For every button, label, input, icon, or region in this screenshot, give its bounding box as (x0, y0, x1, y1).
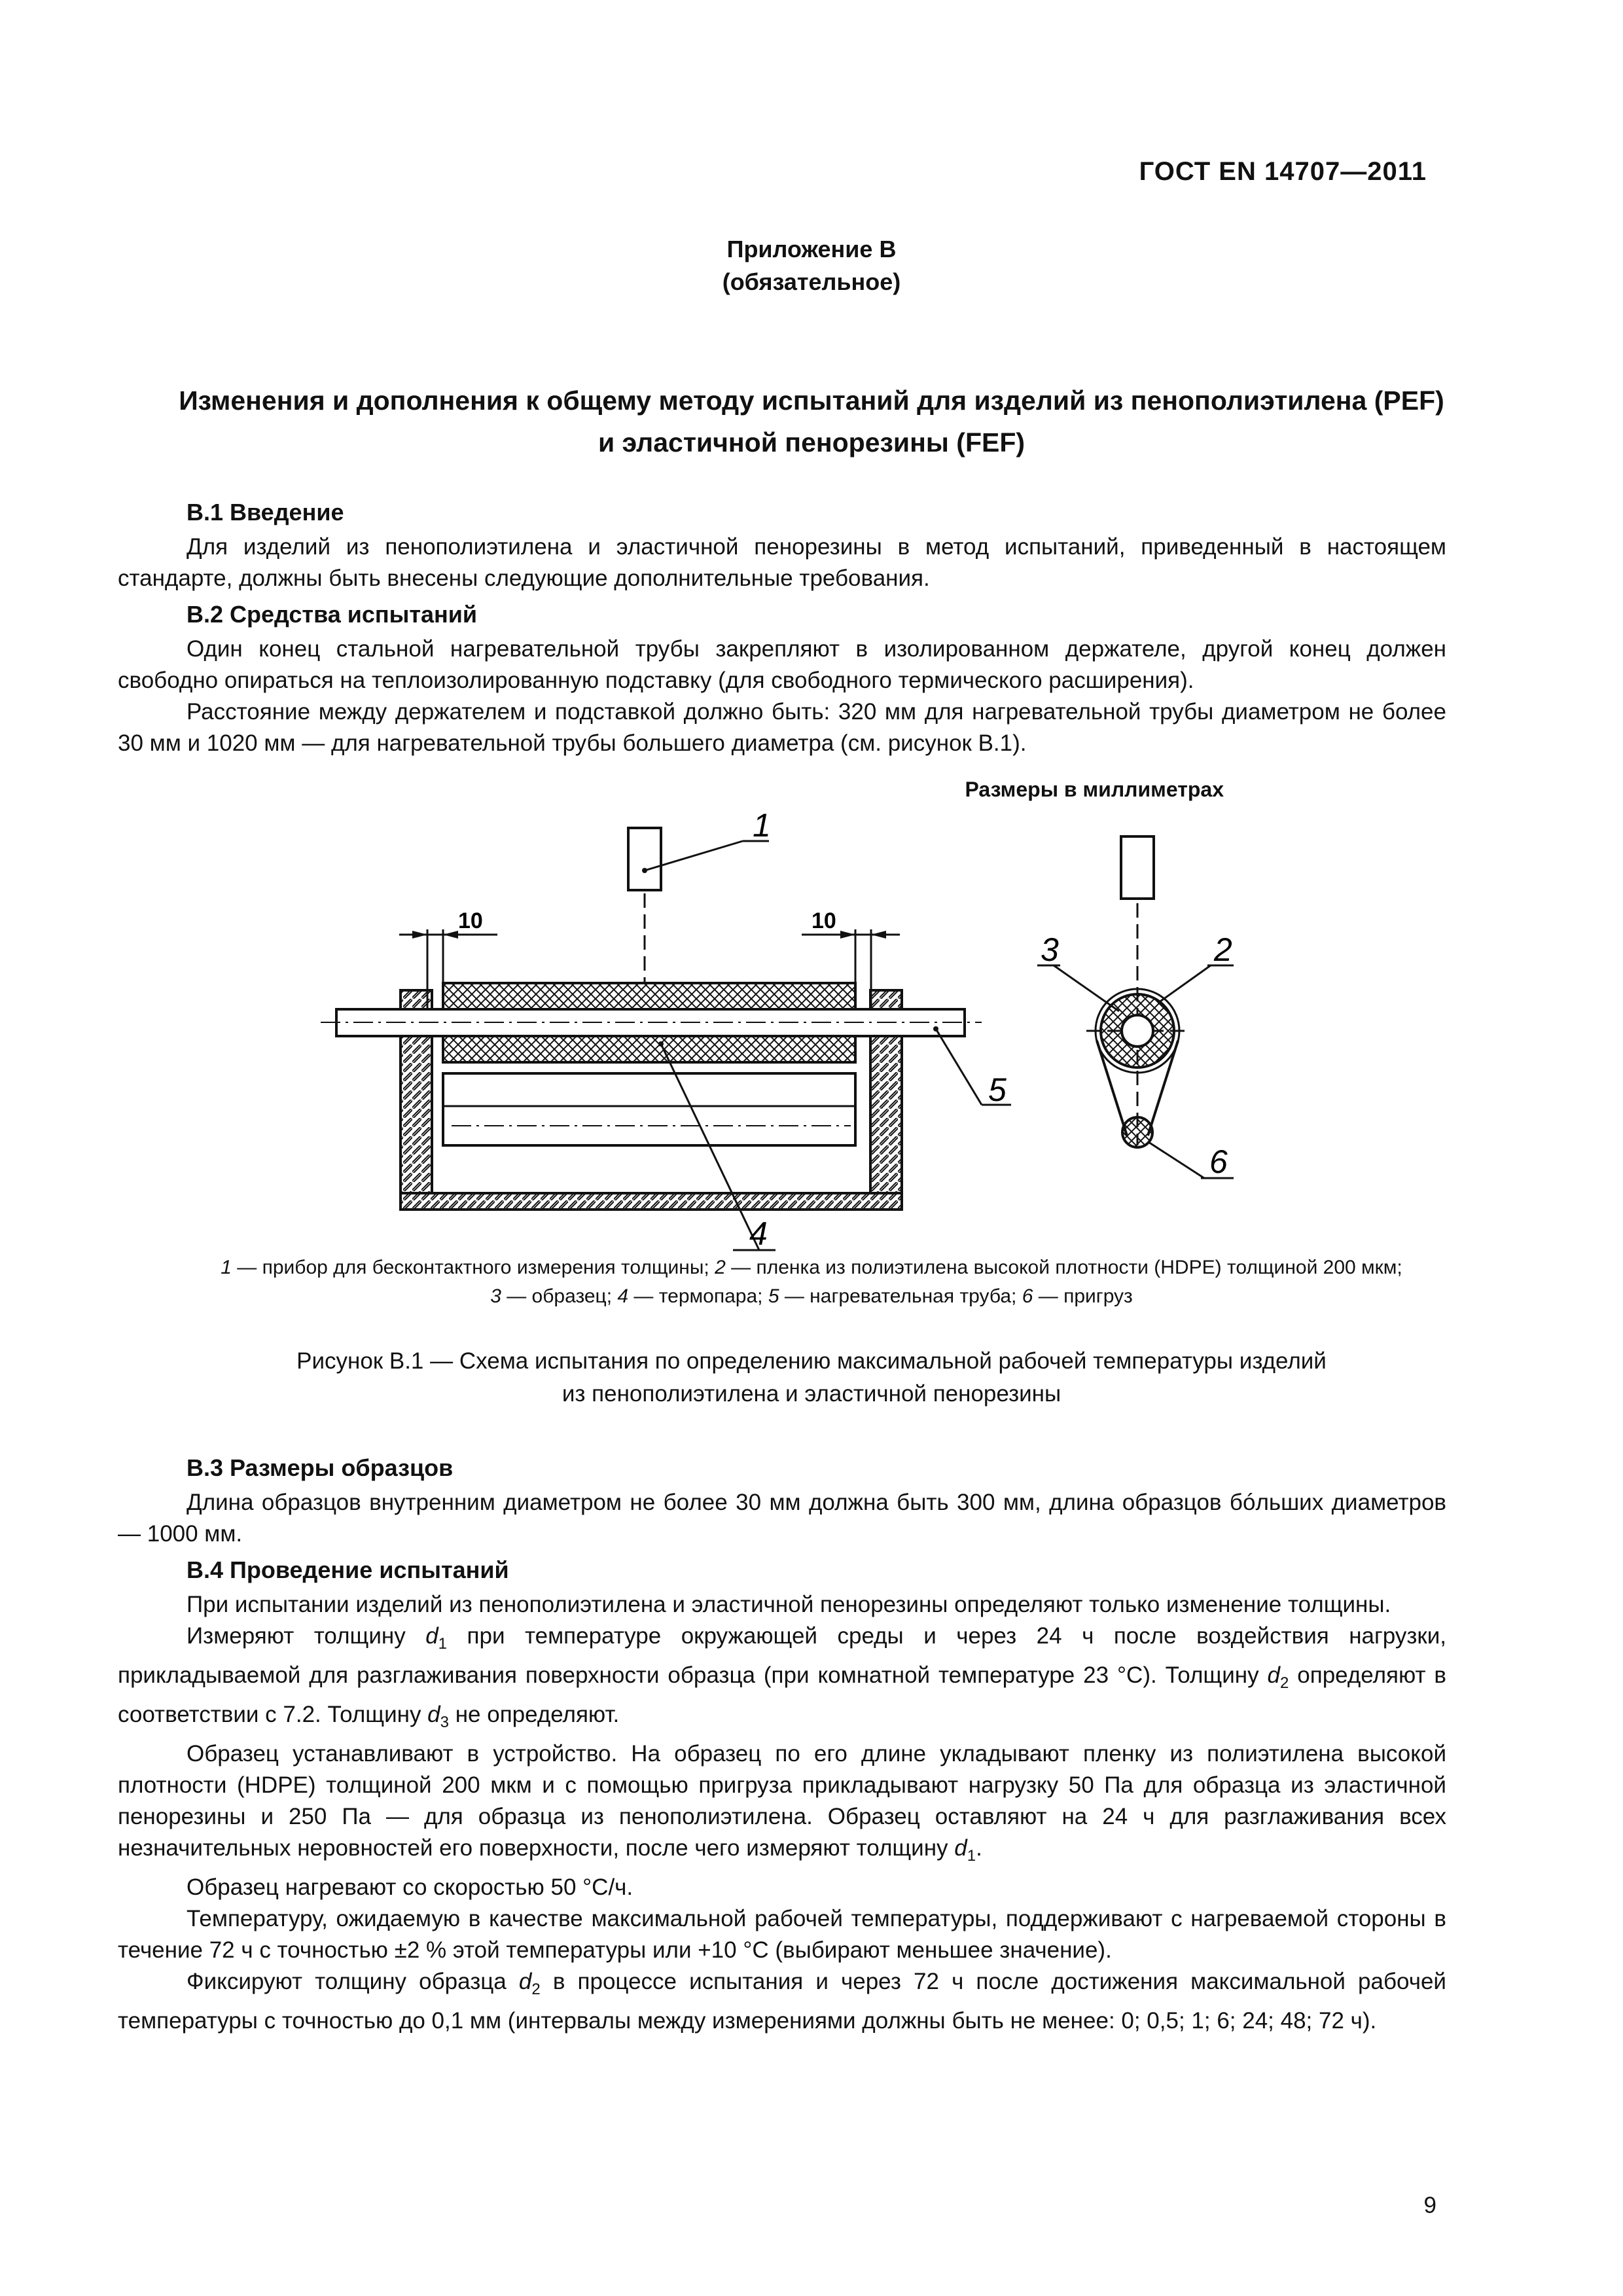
b4-p3-part-b: . (976, 1835, 982, 1861)
legend-num-5: 5 (768, 1285, 779, 1307)
label-1: 1 (753, 807, 771, 844)
subscript-2: 2 (531, 1981, 541, 1998)
legend-num-2: 2 (715, 1257, 726, 1278)
b4-paragraph-3 (118, 1738, 1446, 1872)
load-weight (1122, 1117, 1152, 1147)
section-b2-heading: В.2 Средства испытаний (187, 601, 478, 628)
b2-paragraph-1: Один конец стальной нагревательной трубы закрепляют в изолированном держателе, другой конец должен свободно опираться на теплоизолированную подставку (для свободного термического расширения). (118, 636, 1446, 693)
b2-paragraph-2: Расстояние между держателем и подставкой должно быть: 320 мм для нагревательной трубы диаметром не более 30 мм и 1020 мм — для нагревательной трубы большего диаметра (см. рисунок В.1). (118, 699, 1446, 756)
label-6: 6 (1209, 1143, 1228, 1180)
b4-p6-part-b: в процессе испытания и через 72 ч после достижения максимальной рабочей температуры с точностью до 0,1 мм (интервалы между измерениями должны быть не менее: 0; 0,5; 1; 6; 24; 48; 72 ч). (118, 1969, 1446, 2034)
title-line-1: Изменения и дополнения к общему методу испытаний для изделий из пенополиэтилена (PEF) (179, 386, 1444, 416)
title-line-2: и эластичной пенорезины (FEF) (597, 427, 1026, 457)
b4-paragraph-4: Образец нагревают со скоростью 50 °C/ч. (187, 1874, 633, 1900)
page-number: 9 (1423, 2193, 1436, 2218)
subscript-3: 3 (440, 1713, 449, 1731)
sample-bottom (443, 1036, 855, 1062)
b4-paragraph-2 (118, 1621, 1446, 1738)
section-b4-body (118, 1589, 1446, 2037)
dim-left: 10 (458, 908, 483, 933)
b4-p6-part-a: Фиксируют толщину образца (187, 1969, 519, 1994)
figure-legend (118, 1253, 1505, 1311)
subscript-2: 2 (1279, 1674, 1289, 1692)
symbol-d: d (518, 1969, 532, 1994)
b4-paragraph-5: Температуру, ожидаемую в качестве максимальной рабочей температуры, поддерживают с нагреваемой стороны в течение 72 ч с точностью ±2 % этой температуры или +10 °C (выбирают меньшее значение). (118, 1906, 1446, 1963)
legend-text-2: — пленка из полиэтилена высокой плотности (HDPE) толщиной 200 мкм; (725, 1257, 1402, 1278)
legend-text-5: — нагревательная труба; (779, 1285, 1022, 1307)
symbol-d: d (954, 1835, 967, 1861)
units-note: Размеры в миллиметрах (965, 778, 1224, 801)
label-5: 5 (988, 1071, 1007, 1108)
legend-line-1 (118, 1253, 1505, 1282)
legend-text-3: — образец; (501, 1285, 618, 1307)
symbol-d: d (427, 1702, 440, 1727)
legend-text-4: — термопара; (628, 1285, 768, 1307)
symbol-d: d (1267, 1662, 1280, 1688)
legend-num-1: 1 (221, 1257, 232, 1278)
figure-caption (118, 1345, 1505, 1410)
b4-p3-part-a: Образец устанавливают в устройство. На образец по его длине укладывают пленку из полиэтилена высокой плотности (HDPE) толщиной 200 мкм и с помощью пригруза прикладывают нагрузку 50 Па для образца из эластичной пенорезины и 250 Па — для образца из пенополиэтилена. Образец оставляют на 24 ч для разглаживания всех незначительных неровностей его поверхности, после чего измеряют толщину (118, 1741, 1446, 1861)
sample-top (443, 983, 855, 1009)
dim-right: 10 (812, 908, 836, 933)
b4-paragraph-1: При испытании изделий из пенополиэтилена и эластичной пенорезины определяют только изменение толщины. (187, 1592, 1391, 1617)
b3-paragraph-1: Длина образцов внутренним диаметром не более 30 мм должна быть 300 мм, длина образцов бóльших диаметров — 1000 мм. (118, 1490, 1446, 1547)
symbol-d: d (425, 1623, 438, 1649)
section-b3-heading: В.3 Размеры образцов (187, 1454, 454, 1481)
legend-text-1: — прибор для бесконтактного измерения толщины; (231, 1257, 715, 1278)
legend-num-4: 4 (617, 1285, 629, 1307)
b1-paragraph-1: Для изделий из пенополиэтилена и эластичной пенорезины в метод испытаний, приведенный в настоящем стандарте, должны быть внесены следующие дополнительные требования. (118, 534, 1446, 591)
b4-p2-part-d: не определяют. (449, 1702, 620, 1727)
appendix-title: Приложение В (726, 236, 897, 262)
b4-p2-part-b: при температуре окружающей среды и через 24 ч после воздействия нагрузки, прикладываемой для разглаживания поверхности образца (при комнатной температуре 23 °C). Толщину (118, 1623, 1446, 1688)
subscript-1: 1 (438, 1635, 448, 1653)
legend-text-6: — пригруз (1033, 1285, 1133, 1307)
measuring-device (628, 828, 661, 890)
legend-num-6: 6 (1022, 1285, 1033, 1307)
support-base (401, 1193, 902, 1210)
b4-p2-part-c: определяют в соответствии с 7.2. Толщину (118, 1662, 1447, 1727)
subscript-1: 1 (967, 1847, 976, 1865)
section-b3-body (118, 1487, 1446, 1550)
appendix-status: (обязательное) (722, 268, 901, 295)
label-4: 4 (749, 1215, 768, 1252)
section-b1-heading: В.1 Введение (187, 499, 344, 526)
section-b4-heading: В.4 Проведение испытаний (187, 1556, 509, 1583)
caption-line-1: Рисунок В.1 — Схема испытания по определению максимальной рабочей температуры изделий (296, 1348, 1327, 1374)
b4-p2-part-a: Измеряют толщину (187, 1623, 426, 1649)
legend-num-3: 3 (490, 1285, 501, 1307)
document-code: ГОСТ EN 14707—2011 (1139, 157, 1427, 186)
b4-paragraph-6 (118, 1966, 1446, 2037)
label-3: 3 (1041, 931, 1059, 968)
caption-line-2: из пенополиэтилена и эластичной пенорезины (562, 1381, 1061, 1407)
legend-line-2 (118, 1282, 1505, 1311)
label-2: 2 (1214, 931, 1232, 968)
